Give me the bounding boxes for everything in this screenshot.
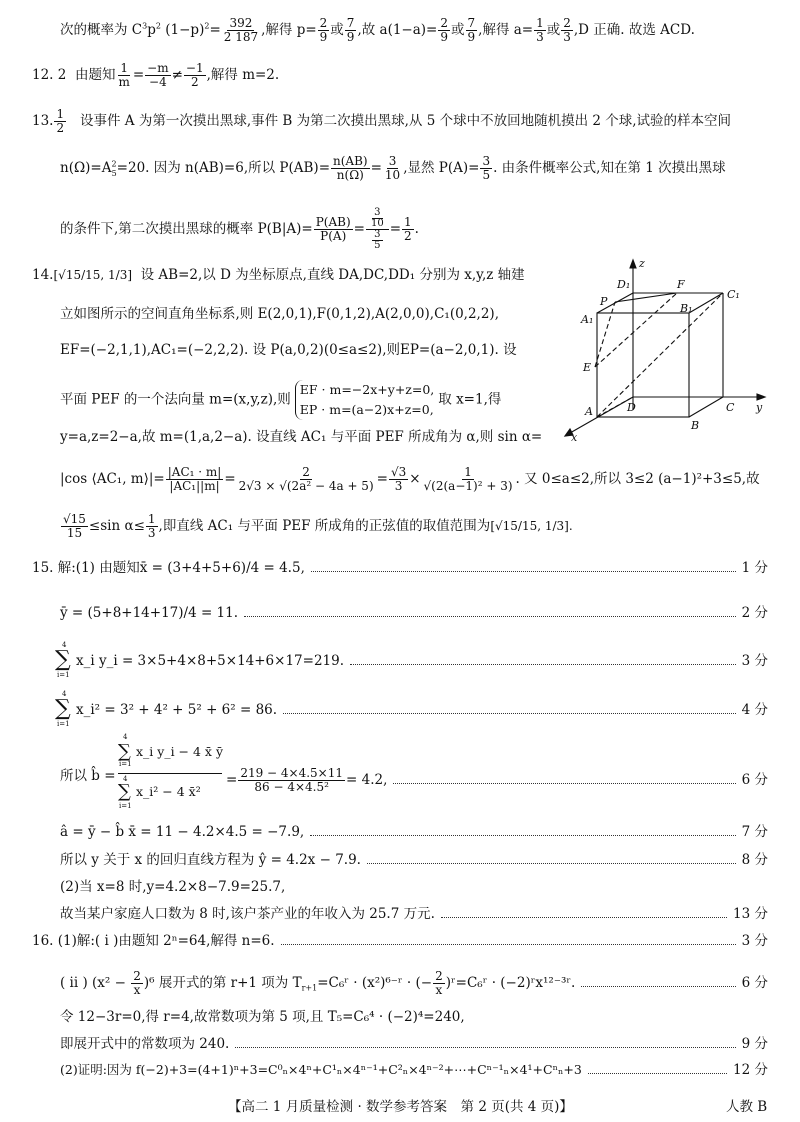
slope-numerator: x_i y_i − 4 x̄ ȳ [136,744,224,759]
equation-system: EF · m=−2x+y+z=0, EP · m=(a−2)x+z=0, [295,380,435,420]
p16-step3: 令 12−3r=0,得 r=4,故常数项为第 5 项,且 T₅=C₆⁴ · (−2)⁴=240, [60,1009,465,1025]
AC1-dashed [597,293,723,417]
slope-denominator: x_i² − 4 x̄² [136,784,201,799]
sum-sign: ∑ [118,741,131,762]
p16-step2: ( ii ) (x² − $\frac{2}{x}$ )⁶ 展开式的第 r+1 项为 $T_{r+1}=C_6ʳ$ · (x²)⁶⁻ʳ · (− $\frac{2}{x}$ )ʳ=C₆ʳ · (−2)ʳx¹²⁻³ʳ. 6 分 [60,969,768,997]
p16-step4: 即展开式中的常数项为 240. 9 分 [60,1036,768,1052]
p15-step7: 所以 y 关于 x 的回归直线方程为 ŷ = 4.2x − 7.9. 8 分 [60,852,768,868]
label-B1: B₁ [680,302,693,315]
p13-line1: 13. $\frac{1}{2}$ 设事件 A 为第一次摸出黑球,事件 B 为第二次摸出黑球,从 5 个球中不放回地随机摸出 2 个球,试验的样本空间 [32,107,732,135]
p14-line2: 立如图所示的空间直角坐标系,则 E(2,0,1),F(0,1,2),A(2,0,0),C₁(0,2,2), [60,306,499,322]
label-y: y [756,401,763,414]
p13-line3: 的条件下,第二次摸出黑球的概率 P(B|A)= $\frac{P(AB)}{P(A)}$ = $\frac{\frac{3}{10}}{\frac{3}{5}}$ = $\frac{1}{2}$ . [60,207,419,251]
sum-lower: i=1 [57,671,70,679]
label-B: B [691,419,700,432]
compound-fraction: $\frac{\frac{3}{10}}{\frac{3}{5}}$ [366,208,389,251]
label-A1: A₁ [581,313,594,326]
label-A: A [585,405,593,418]
p15-step9: 故当某户家庭人口数为 8 时,该户茶产业的年收入为 25.7 万元. 13 分 [60,906,768,922]
p15-step3: x_i y_i = 3×5+4×8+5×14+6×17=219. 3 分 [76,653,768,669]
label-P: P [600,295,608,308]
p16-step5: (2)证明:因为 f(−2)+3=(4+1)ⁿ+3=C⁰ₙ×4ⁿ+C¹ₙ×4ⁿ⁻¹+C²ₙ×4ⁿ⁻²+⋯+Cⁿ⁻¹ₙ×4¹+Cⁿₙ+3 12 分 [60,1062,768,1078]
footer-title: 【高二 1 月质量检测 · 数学参考答案 第 2 页(共 4 页)】 [228,1099,573,1115]
sum-sign: ∑ [118,781,131,802]
p14-line5: y=a,z=2−a,故 m=(1,a,2−a). 设直线 AC₁ 与平面 PEF 所成角为 α,则 sin α= [60,429,543,445]
p15-step6: â = ȳ − b̂ x̄ = 11 − 4.2×4.5 = −7.9, 7 分 [60,824,768,840]
fraction-bar [118,773,222,774]
sum-lower: i=1 [119,802,132,810]
sum-upper: 4 [62,641,67,649]
p15-step8: (2)当 x=8 时,y=4.2×8−7.9=25.7, [60,879,286,895]
p15-step4: x_i² = 3² + 4² + 5² + 6² = 86. 4 分 [76,702,768,718]
label-D1: D₁ [617,278,631,291]
p15-step5: = $\frac{219 - 4\times 4.5\times 11}{\text{86 − 4×4.5²}}$ = 4.2, 6 分 [226,766,768,794]
label-F: F [677,278,685,291]
p14-line4: 平面 PEF 的一个法向量 m=(x,y,z),则 EF · m=−2x+y+z=0, EP · m=(a−2)x+z=0, 取 x=1,得 [60,380,501,420]
p14-line6: |cos ⟨AC₁, m⟩|= $\frac{\text{|AC₁ · m|}}{\text{|AC₁||m|}}$ = $\frac{2}{\text{2√3 × √(2a² − 4a + 5)}}$ = $\frac{√3}{3}$ × $\frac{1}{\text{√(2(a−1)² + 3)}}$ . 又 0≤a≤2,所以 3≤2 (a−1)²+3≤5,故 [60,465,760,493]
sum-sign: ∑ [55,696,71,721]
p14-line3: EF=(−2,1,1),AC₁=(−2,2,2). 设 P(a,0,2)(0≤a≤2),则EP=(a−2,0,1). 设 [60,342,517,358]
footer-edition: 人教 B [726,1099,768,1115]
label-C1: C₁ [727,288,740,301]
sum-upper: 4 [62,690,67,698]
sum-sign: ∑ [55,647,71,672]
sum-upper: 4 [123,733,128,741]
slope-fraction [118,733,222,817]
p12-answer: 12. 2 由题知 $\frac{1}{m}$ = $\frac{-m}{-4}$ ≠ $\frac{-1}{2}$ ,解得 m=2. [32,61,280,89]
p14-line7: $\frac{√15}{15}$ ≤sin α≤ $\frac{1}{3}$ ,即直线 AC₁ 与平面 PEF 所成角的正弦值的取值范围为[√15/15, 1/3]. [63,512,573,540]
p15-step1: 15. 解:(1) 由题知x̄ = (3+4+5+6)/4 = 4.5, 1 分 [32,560,768,576]
p14-line1: 14.[√15/15, 1/3] 设 AB=2,以 D 为坐标原点,直线 DA,DC,DD₁ 分别为 x,y,z 轴建 [32,267,525,283]
label-C: C [726,401,735,414]
EP-dashed [595,302,615,367]
sum-lower: i=1 [57,720,70,728]
label-E: E [583,361,592,374]
label-D: D [627,401,636,414]
front-face [597,313,689,417]
p13-line2: $n(\Omega)=A^2_5=20$. 因为 n(AB)=6,所以 P(AB)= $\frac{n(AB)}{n(\Omega)}$ = $\frac{3}{10}$ ,显然 P(A)= $\frac{3}{5}$ . 由条件概率公式,知在第 1 次摸出黑球 [60,154,726,182]
label-x: x [571,431,578,444]
label-z: z [639,257,645,270]
cube-figure [555,255,780,445]
sum-upper: 4 [123,775,128,783]
z-arrow [630,260,636,268]
p16-step1: 16. (1)解:( i )由题知 2ⁿ=64,解得 n=6. 3 分 [32,933,768,949]
p15-b-label: 所以 b̂ = [60,768,116,784]
p15-step2: ȳ = (5+8+14+17)/4 = 11. 2 分 [60,605,768,621]
p11-conclusion: 次的概率为 $C^3p^2$ $(1-p)^2=$ $\frac{392}{2 187}$ ,解得 p= $\frac{2}{9}$ 或 $\frac{7}{9}$ ,故 a(1−a)= $\frac{2}{9}$ 或 $\frac{7}{9}$ ,解得 a= $\frac{1}{3}$ 或 $\frac{2}{3}$ ,D 正确. 故选 ACD. [60,16,695,44]
y-arrow [757,394,765,400]
sum-lower: i=1 [119,760,132,768]
